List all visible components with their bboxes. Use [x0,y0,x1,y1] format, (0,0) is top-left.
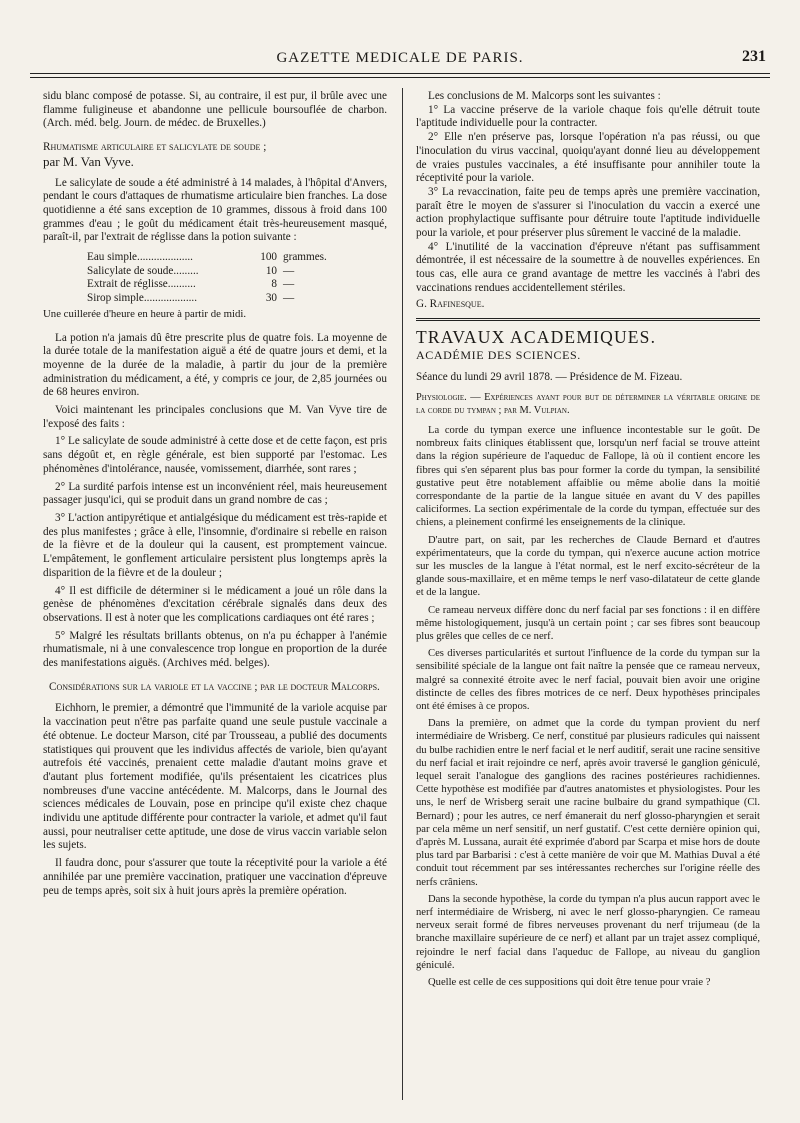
paragraph: Il faudra donc, pour s'assurer que toute la réceptivité pour la variole a été annihilée par une première vaccination, pratiquer une vaccination d'épreuve peu de temps après, soit six à huit jours après la première opération. [43,857,387,897]
header-rule [30,73,770,74]
recipe-unit: — [283,292,295,305]
section-title: Rhumatisme articulaire et salicylate de soude ; [43,141,267,154]
session-line: Séance du lundi 29 avril 1878. — Présidence de M. Fizeau. [416,370,683,383]
paragraph: Quelle est celle de ces suppositions qui doit être tenue pour vraie ? [428,977,711,989]
recipe-qty: 30 [265,292,277,305]
paragraph: Les conclusions de M. Malcorps sont les suivantes : [428,90,661,102]
conclusion-item: 2° Elle n'en préserve pas, lorsque l'opération n'a pas réussi, ou que l'inoculation du virus vaccinal, quoiqu'ayant donné lieu au développement de vraies pustules vaccinales, a été insuffisante pour annihiler toute la réceptivité pour la variole. [416,131,760,185]
recipe-unit: — [283,278,295,291]
conclusion-item: 2° La surdité parfois intense est un inconvénient réel, mais heureusement passager jusqu'ici, qui se produit dans un grand nombre de cas ; [43,480,387,507]
recipe-list [87,251,387,306]
recipe-qty: 100 [260,251,277,264]
recipe-row [87,292,387,306]
recipe-name: Eau simple.................... [87,251,193,264]
paragraph: D'autre part, on sait, par les recherches de Claude Bernard et d'autres expérimentateurs, que la corde du tympan, qui n'exerce aucune action motrice sur les muscles de la langue à l'état normal, est le nerf excito-sécréteur de la glande sous-maxillaire, et en même temps le nerf vaso-dilatateur de cette glande et de la langue. [416,534,760,599]
paragraph: La potion n'a jamais dû être prescrite plus de quatre fois. La moyenne de la durée totale de la manifestation aiguë a été de quatre jours et demi, et la moyenne de la durée de la maladie, à partir du jour de la première administration du médicament, a été, y compris ce jour, de 2,85 journées ou de 68 heures environ. [43,331,387,399]
signature: G. Rafinesque. [416,297,485,310]
page-number: 231 [742,48,766,65]
paragraph: Ces diverses particularités et surtout l'influence de la corde du tympan sur la sensibilité spéciale de la langue ont fait naître la pensée que ce rameau nerveux, malgré sa connexité étroite avec le nerf facial, pouvait bien avoir une origine distincte de celles des fibres motrices de ce nerf. Deux hypothèses principales ont été émises à ce propos. [416,648,760,713]
left-column [43,90,387,898]
conclusion-item: 3° L'action antipyrétique et antialgésique du médicament est très-rapide et des plus manifestes ; grâce à elle, l'insomnie, d'ordinaire si rebelle en raison de la fièvre et de la douleur qui la causent, est promptement vaincue. L'empâtement, le gonflement articulaire persistent plus longtemps après la disparition de la fièvre et de la douleur ; [43,511,387,579]
recipe-row [87,265,387,279]
section-heading: TRAVAUX ACADEMIQUES. [416,327,657,348]
paragraph: Dans la première, on admet que la corde du tympan provient du nerf intermédiaire de Wrisberg. Ce nerf, constitué par plusieurs radicules qui naissent du bulbe rachidien entre le nerf facial et le nerf auditif, serait une racine sensitive du nerf facial et irait rejoindre ce nerf, après avoir traversé le ganglion géniculé, lequel serait l'analogue des ganglions des racines postérieures rachidiennes. Cette hypothèse est modifiée par d'autres anatomistes et physiologistes. Pour les uns, le nerf de Wrisberg serait une racine bulbaire du grand sympathique (Cl. Bernard) ; pour les autres, ce nerf émanerait du nerf glosso-pharyngien et serait par cela même un nerf sensitif, un nerf gustatif. C'est cette dernière opinion qui, d'après M. Lussana, aurait été exprimée d'abord par Scarpa et mise hors de doute plus tard par Barbarisi : c'est à cette manière de voir que M. Mathias Duval a été conduit tout récemment par ses intéressantes recherches sur l'origine réelle des nerfs crâniens. [416,718,760,888]
paragraph: Eichhorn, le premier, a démontré que l'immunité de la variole acquise par la vaccination peut n'être pas parfaite quand une seule pustule vaccinale a été obtenue. Le docteur Marson, cité par Trousseau, a publié des documents statistiques qui prouvent que les individus affectés de variole, bien qu'ayant autrefois été vaccinés, prenaient cette maladie d'autant moins grave et d'autant plus fortement modifiée, qu'ils présentaient les cicatrices plus nombreuses d'une vaccine antécédente. M. Malcorps, dans le Journal des sciences médicales de Louvain, pose en principe qu'il existe chez chaque individu une aptitude différente pour contracter la variole, et admet qu'il faut aussi, pour neutraliser cette aptitude, une dose de virus vaccin variable selon les sujets. [43,702,387,852]
recipe-name: Sirop simple................... [87,292,198,305]
recipe-row [87,251,387,265]
paragraph: sidu blanc composé de potasse. Si, au contraire, il est pur, il brûle avec une flamme fuligineuse et abandonne une pellicule boursouflée de charbon. (Arch. méd. belg. Journ. de médec. de Bruxelles.) [43,90,387,130]
conclusion-item: 5° Malgré les résultats brillants obtenus, on n'a pu échapper à l'anémie rhumatismale, ni à une convalescence trop longue en proportion de la durée des manifestations aiguës. (Archives méd. belges). [43,629,387,670]
conclusion-item: 4° L'inutilité de la vaccination d'épreuve n'étant pas suffisamment démontrée, il est nécessaire de la soumettre à de nouvelles expériences. En tous cas, elle aura ce grand avantage de mettre les vaccinés à l'abri des vaccinations rendues accidentellement stériles. [416,240,760,294]
conclusion-item: 4° Il est difficile de déterminer si le médicament a joué un rôle dans la genèse de phénomènes d'excitation cérébrale signalés dans deux des observations. Il est à noter que les complications cardiaques ont été rares ; [43,584,387,624]
recipe-unit: — [283,264,295,277]
page-header [30,48,770,70]
recipe-row [87,278,387,292]
recipe-name: Extrait de réglisse.......... [87,278,196,291]
recipe-unit: grammes. [283,251,327,264]
column-divider [402,88,403,1100]
conclusion-item: 1° Le salicylate de soude administré à cette dose et de cette façon, est pris sans dégoût et, en règle générale, est bien supporté par l'estomac. Les phénomènes d'intolérance, nausée, vomissement, diarrhée, sont rares ; [43,435,387,475]
article-title: Physiologie. — Expériences ayant pour but de déterminer la véritable origine de la corde du tympan ; par M. Vulpian. [416,392,760,417]
section-title: Considérations sur la variole et la vaccine ; par le docteur Malcorps. [49,680,380,693]
paragraph: Le salicylate de soude a été administré à 14 malades, à l'hôpital d'Anvers, pendant le cours d'attaques de rhumatisme articulaire bien franches. La dose quotidienne a été sans exception de 10 grammes, dissous à froid dans 100 grammes d'eau ; le goût du médicament était très-heureusement masqué, paraît-il, par l'extrait de réglisse dans la potion suivante : [43,176,387,244]
header-rule-2 [30,77,770,78]
paragraph: Voici maintenant les principales conclusions que M. Van Vyve tire de l'exposé des faits : [43,404,387,430]
recipe-qty: 10 [265,264,277,277]
recipe-qty: 8 [271,278,277,291]
right-column [416,90,760,989]
paragraph: Dans la seconde hypothèse, la corde du tympan n'a plus aucun rapport avec le nerf intermédiaire de Wrisberg, ni avec le nerf glosso-pharyngien. Ce rameau nerveux serait formé de fibres nerveuses provenant du nerf trijumeau (de la branche maxillaire supérieure de ce nerf) et allant par un trajet assez compliqué, rejoindre le nerf facial dans l'aqueduc de Fallope, au niveau du ganglion géniculé. [416,893,760,971]
conclusion-item: 1° La vaccine préserve de la variole chaque fois qu'elle détruit toute l'aptitude individuelle pour la contracter. [416,103,760,130]
section-author: par M. Van Vyve. [43,153,134,169]
conclusion-item: 3° La revaccination, faite peu de temps après une première vaccination, paraît être le moyen de s'assurer si l'inoculation du vaccin a exercé une action prophylactique suffisante pour détruire toute l'aptitude individuelle pour la variole, et pour préserver plus sûrement le vacciné de la maladie. [416,185,760,240]
section-rule [416,318,760,321]
recipe-name: Salicylate de soude......... [87,264,199,277]
paragraph: La corde du tympan exerce une influence incontestable sur le goût. De nombreux faits cliniques établissent que, lorsqu'un nerf facial se trouve atteint dans la région supérieure de l'aqueduc de Fallope, là où il contient encore les fibres qui s'en séparent plus bas pour former la corde du tympan, la sensibilité gustative peut être notablement affaiblie ou même abolie dans la moitié correspondante de la partie de la langue située en avant du V des papilles caliciformes. La section expérimentale de la corde du tympan, effectuée sur des chiens, a pleinement confirmé les enseignements de la clinique. [416,424,760,529]
recipe-note: Une cuillerée d'heure en heure à partir de midi. [43,307,247,320]
subheading: ACADÉMIE DES SCIENCES. [416,347,581,362]
paragraph: Ce rameau nerveux diffère donc du nerf facial par ses fonctions : il en diffère même histologiquement, jusqu'à un certain point ; car ses fibres sont beaucoup plus grêles que celles de ce nerf. [416,604,760,642]
journal-title: GAZETTE MEDICALE DE PARIS. [276,50,524,66]
